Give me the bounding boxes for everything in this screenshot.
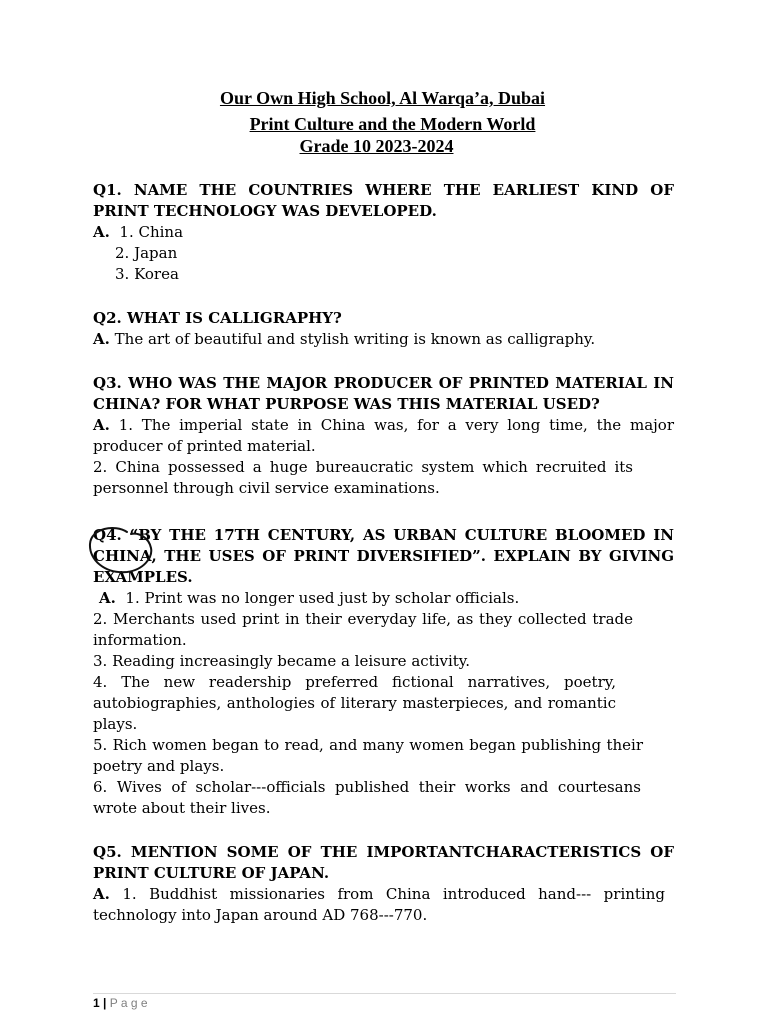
answer-text: 5. Rich women began to read, and many women began publishing their poetry and plays. xyxy=(93,736,643,775)
footer-separator: | xyxy=(103,996,107,1010)
spacer xyxy=(93,285,674,308)
answer-text: 2. China possessed a huge bureaucratic system which recruited its personnel through civil service examinations. xyxy=(93,458,633,497)
answer-text: 4. The new readership preferred fictional narratives, poetry, autobiographies, anthologies of literary masterpieces, and romantic plays. xyxy=(93,673,616,733)
answer-marker: A. xyxy=(93,416,110,434)
document-body xyxy=(93,180,674,926)
question-3: Q3. WHO WAS THE MAJOR PRODUCER OF PRINTED MATERIAL IN CHINA? FOR WHAT PURPOSE WAS THIS MATERIAL USED? xyxy=(93,374,674,413)
spacer xyxy=(93,350,674,373)
answer-text: The art of beautiful and stylish writing is known as calligraphy. xyxy=(114,330,596,348)
page-label: P a g e xyxy=(109,996,148,1010)
answer-text: 1. Print was no longer used just by scholar officials. xyxy=(125,589,520,607)
answer-item: 1. China xyxy=(119,223,184,241)
answer-text: 2. Merchants used print in their everyday life, as they collected trade information. xyxy=(93,610,633,649)
answer-text: 1. The imperial state in China was, for a very long time, the major producer of printed material. xyxy=(93,416,674,455)
question-1: Q1. NAME THE COUNTRIES WHERE THE EARLIEST KIND OF PRINT TECHNOLOGY WAS DEVELOPED. xyxy=(93,181,674,220)
spacer xyxy=(93,499,674,525)
question-4: Q4. “BY THE 17TH CENTURY, AS URBAN CULTURE BLOOMED IN CHINA, THE USES OF PRINT DIVERSIFIED”. EXPLAIN BY GIVING EXAMPLES. xyxy=(93,526,674,586)
answer-marker: A. xyxy=(93,885,110,903)
answer-5 xyxy=(93,884,665,926)
answer-2 xyxy=(93,329,674,350)
answer-3 xyxy=(93,415,674,457)
page-number: 1 xyxy=(93,996,100,1010)
answer-1 xyxy=(93,222,674,243)
answer-4 xyxy=(93,588,674,609)
answer-marker: A. xyxy=(99,589,116,607)
question-5: Q5. MENTION SOME OF THE IMPORTANTCHARACTERISTICS OF PRINT CULTURE OF JAPAN. xyxy=(93,843,674,882)
question-2: Q2. WHAT IS CALLIGRAPHY? xyxy=(93,309,342,327)
document-title: Print Culture and the Modern World xyxy=(249,114,536,134)
answer-text: 6. Wives of scholar---officials published their works and courtesans wrote about their lives. xyxy=(93,778,641,817)
answer-marker: A. xyxy=(93,223,110,241)
answer-item: 2. Japan xyxy=(115,244,178,262)
grade-line: Grade 10 2023-2024 xyxy=(299,136,454,156)
spacer xyxy=(93,819,674,842)
answer-text: 3. Reading increasingly became a leisure activity. xyxy=(93,652,471,670)
answer-marker: A. xyxy=(93,330,110,348)
answer-text: 1. Buddhist missionaries from China introduced hand--- printing technology into Japan around AD 768---770. xyxy=(93,885,665,924)
school-name: Our Own High School, Al Warqa’a, Dubai xyxy=(219,88,546,108)
answer-item: 3. Korea xyxy=(115,265,179,283)
page-footer xyxy=(93,993,676,1010)
